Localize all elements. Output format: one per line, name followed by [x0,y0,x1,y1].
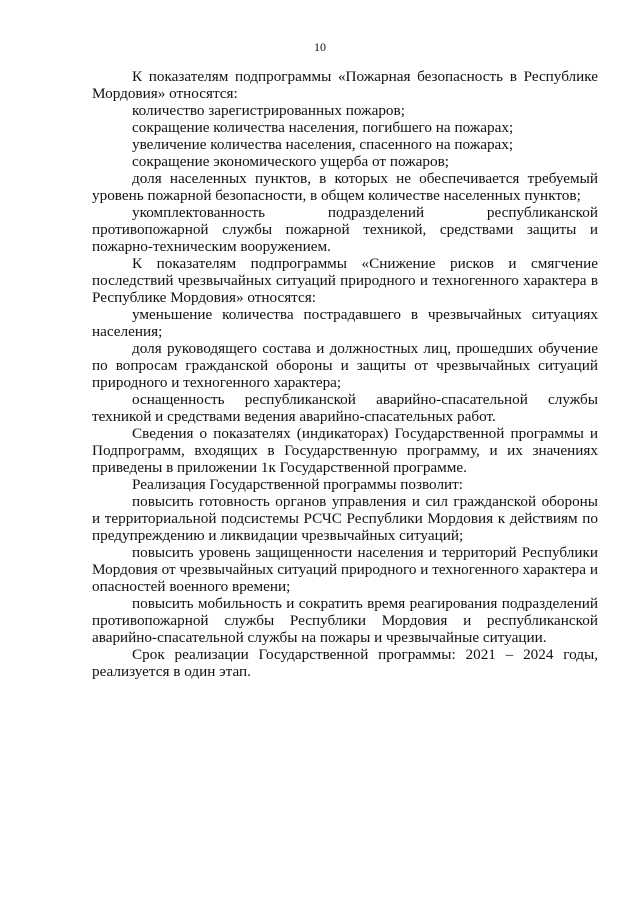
paragraph-fire-safety-intro: К показателям подпрограммы «Пожарная безопасность в Республике Мордовия» относятся: [92,68,598,102]
paragraph-program-term: Срок реализации Государственной программы: 2021 – 2024 годы, реализуется в один этап. [92,646,598,680]
indicator-fire-service-staffing: укомплектованность подразделений республиканской противопожарной службы пожарной техникой, средствами защиты и пожарно-техническим вооружением. [92,204,598,255]
document-body [92,68,598,680]
indicator-trained-officials: доля руководящего состава и должностных лиц, прошедших обучение по вопросам гражданской обороны и защиты от чрезвычайных ситуаций природного и техногенного характера; [92,340,598,391]
indicator-fire-rescued: увеличение количества населения, спасенного на пожарах; [132,136,514,153]
outcome-protection: повысить уровень защищенности населения и территорий Республики Мордовия от чрезвычайных ситуаций природного и техногенного характера и опасностей военного времени; [92,544,598,595]
paragraph-emergency-risks-intro: К показателям подпрограммы «Снижение рисков и смягчение последствий чрезвычайных ситуаций природного и техногенного характера в Республике Мордовия» относятся: [92,255,598,306]
outcome-mobility: повысить мобильность и сократить время реагирования подразделений противопожарной службы Республики Мордовия и республиканской аварийно-спасательной службы на пожары и чрезвычайные ситуации. [92,595,598,646]
paragraph-indicators-appendix: Сведения о показателях (индикаторах) Государственной программы и Подпрограмм, входящих в Государственную программу, и их значениях приведены в приложении 1к Государственной программе. [92,425,598,476]
indicator-fires-count: количество зарегистрированных пожаров; [132,102,405,119]
outcome-readiness: повысить готовность органов управления и сил гражданской обороны и территориальной подсистемы РСЧС Республики Мордовия к действиям по предупреждению и ликвидации чрезвычайных ситуаций; [92,493,598,544]
indicator-fire-damage: сокращение экономического ущерба от пожаров; [132,153,449,170]
indicator-rescue-equipment: оснащенность республиканской аварийно-спасательной службы техникой и средствами ведения аварийно-спасательных работ. [92,391,598,425]
page-number: 10 [314,40,326,54]
indicator-settlements-share: доля населенных пунктов, в которых не обеспечивается требуемый уровень пожарной безопасности, в общем количестве населенных пунктов; [92,170,598,204]
paragraph-implementation-intro: Реализация Государственной программы позволит: [132,476,464,493]
indicator-emergency-victims: уменьшение количества пострадавшего в чрезвычайных ситуациях населения; [92,306,598,340]
indicator-fire-deaths: сокращение количества населения, погибшего на пожарах; [132,119,514,136]
